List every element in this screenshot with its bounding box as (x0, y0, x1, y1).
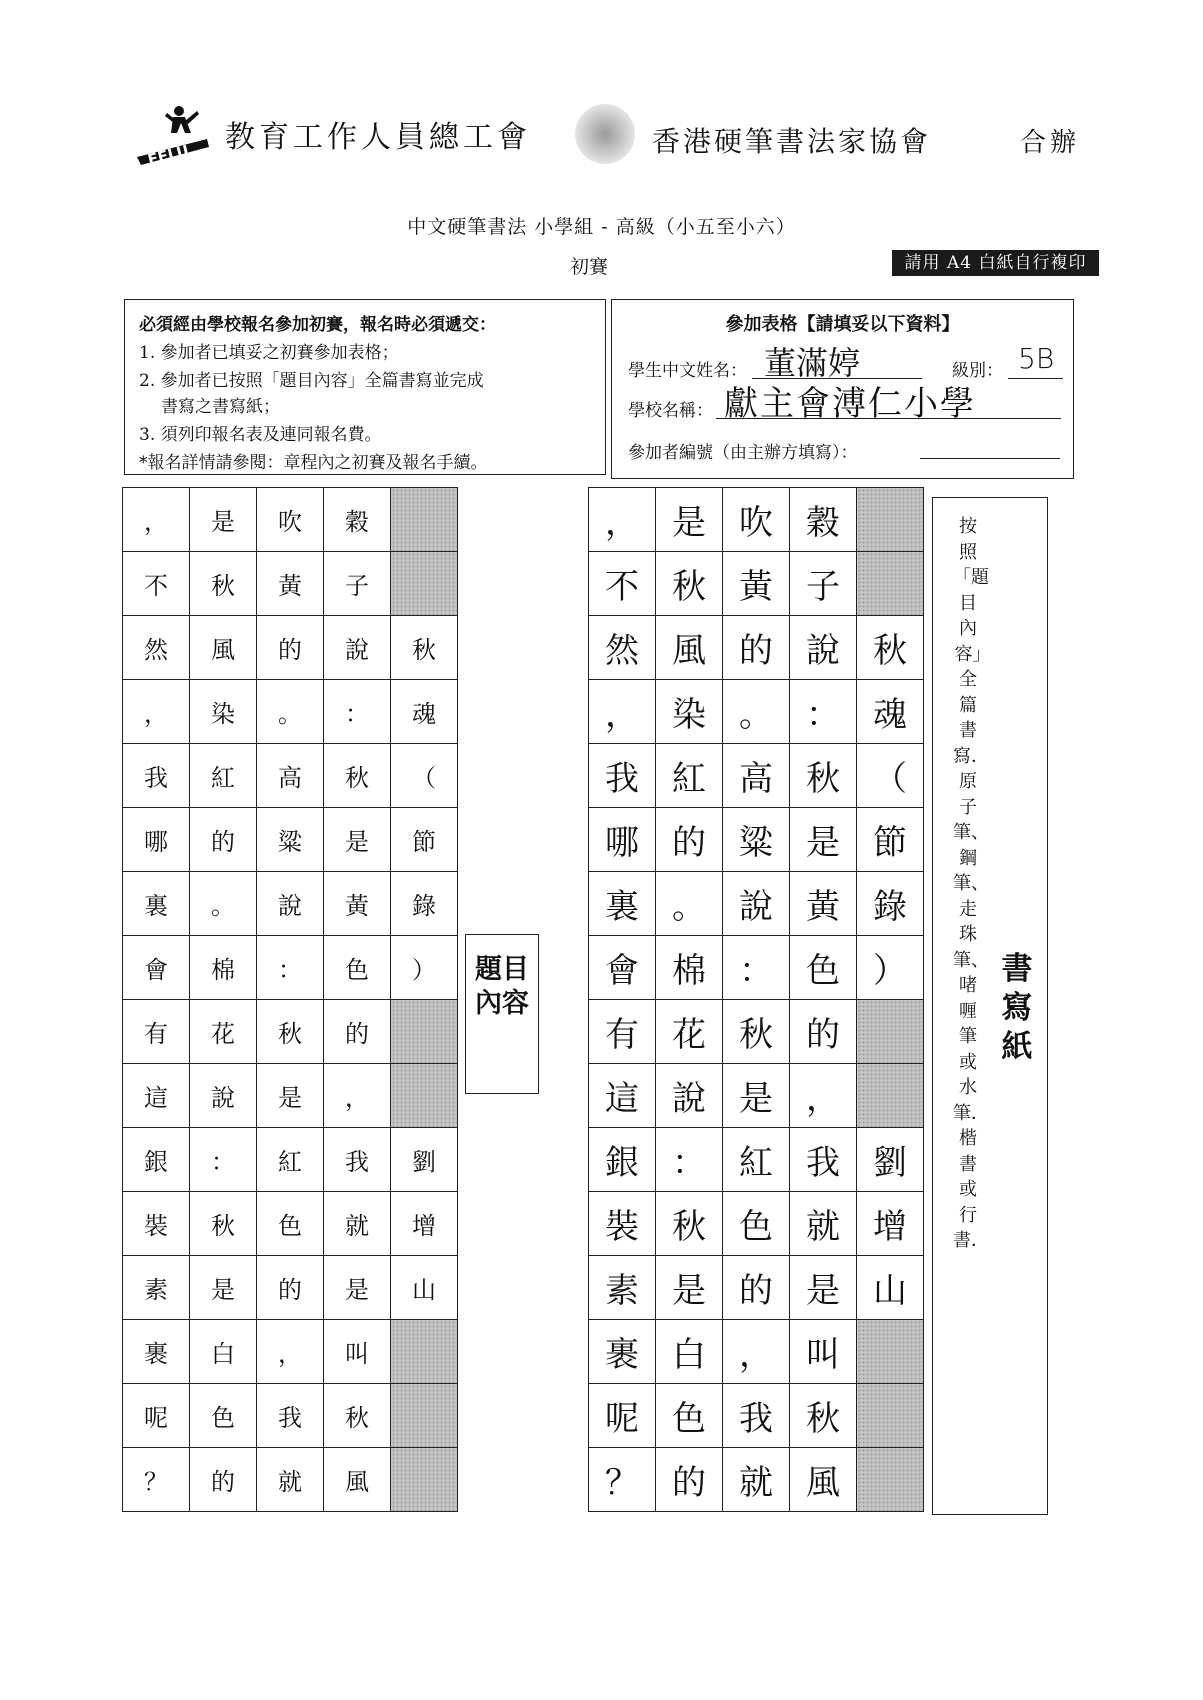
topic-label: 題目內容 (475, 954, 529, 1019)
grade-value[interactable]: 5B (1018, 342, 1055, 375)
grid-row (123, 872, 458, 936)
handwriting-cell: ， (589, 680, 656, 744)
grid-cell: ： (257, 936, 324, 1000)
grid-cell: 劉 (391, 1128, 458, 1192)
handwriting-cell: 裝 (589, 1192, 656, 1256)
grid-cell: 是 (190, 488, 257, 552)
grid-cell: 就 (324, 1192, 391, 1256)
handwriting-cell (857, 1064, 924, 1128)
handwriting-cell: 花 (656, 1000, 723, 1064)
grid-cell (391, 1000, 458, 1064)
handwriting-cell: 錄 (857, 872, 924, 936)
school-name-value[interactable]: 獻主會溥仁小學 (724, 384, 976, 424)
handwriting-cell: 山 (857, 1256, 924, 1320)
handwriting-cell: 的 (723, 616, 790, 680)
grid-cell: 然 (123, 616, 190, 680)
grid-cell: 銀 (123, 1128, 190, 1192)
grid-cell: 會 (123, 936, 190, 1000)
handwriting-cell: 風 (790, 1448, 857, 1512)
grid-row (123, 744, 458, 808)
writing-paper-label: 書寫紙 (1001, 951, 1033, 1065)
form-title: 參加表格【請填妥以下資料】 (725, 314, 960, 335)
paper-note: 請用 A4 白紙自行複印 (892, 250, 1099, 276)
grid-row (589, 1064, 924, 1128)
handwriting-cell: 是 (723, 1064, 790, 1128)
handwriting-cell: 秋 (857, 616, 924, 680)
requirement-item: 書寫之書寫紙； (161, 397, 280, 417)
grid-cell: 山 (391, 1256, 458, 1320)
grid-cell (391, 552, 458, 616)
grid-cell: 魂 (391, 680, 458, 744)
grid-cell: 黃 (324, 872, 391, 936)
grid-cell: 高 (257, 744, 324, 808)
handwriting-cell: 穀 (790, 488, 857, 552)
grid-cell (391, 1448, 458, 1512)
grid-row (589, 1384, 924, 1448)
grid-cell: 我 (257, 1384, 324, 1448)
grid-cell: 呢 (123, 1384, 190, 1448)
handwriting-cell (857, 1448, 924, 1512)
requirement-item: 3. 須列印報名表及連同報名費。 (139, 425, 382, 445)
handwriting-cell: 紅 (656, 744, 723, 808)
grid-cell: 紅 (257, 1128, 324, 1192)
grid-cell: ） (391, 936, 458, 1000)
handwriting-cell: 有 (589, 1000, 656, 1064)
handwriting-cell: 的 (723, 1256, 790, 1320)
grid-cell: 是 (324, 808, 391, 872)
org2-name: 香港硬筆書法家協會 (652, 125, 932, 158)
grid-row (589, 680, 924, 744)
grid-cell: ， (123, 680, 190, 744)
instruction-box (932, 497, 1048, 1515)
grid-cell: 秋 (391, 616, 458, 680)
handwriting-cell: 哪 (589, 808, 656, 872)
grid-row (589, 872, 924, 936)
handwriting-cell: 素 (589, 1256, 656, 1320)
student-name-value[interactable]: 董滿婷 (764, 344, 861, 382)
grid-cell: 是 (324, 1256, 391, 1320)
grid-cell: 吹 (257, 488, 324, 552)
grid-cell (391, 1320, 458, 1384)
student-name-label: 學生中文姓名： (628, 361, 747, 381)
grid-row (123, 936, 458, 1000)
grid-cell: 有 (123, 1000, 190, 1064)
grid-cell: ， (324, 1064, 391, 1128)
grid-cell: 秋 (190, 1192, 257, 1256)
grid-row (123, 1384, 458, 1448)
requirement-item: 2. 參加者已按照「題目內容」全篇書寫並完成 (139, 371, 484, 391)
handwriting-cell: 是 (656, 1256, 723, 1320)
handwriting-cell: 黃 (790, 872, 857, 936)
handwriting-cell: 是 (790, 1256, 857, 1320)
grid-cell: 粱 (257, 808, 324, 872)
grid-cell: 秋 (324, 744, 391, 808)
grid-cell: 秋 (190, 552, 257, 616)
handwriting-cell: 白 (656, 1320, 723, 1384)
handwriting-cell: 呢 (589, 1384, 656, 1448)
handwriting-cell: 我 (723, 1384, 790, 1448)
handwriting-cell: 秋 (656, 552, 723, 616)
handwriting-cell: 說 (656, 1064, 723, 1128)
handwriting-cell: 黃 (723, 552, 790, 616)
handwriting-cell: 紅 (723, 1128, 790, 1192)
handwriting-cell: 裏 (589, 872, 656, 936)
handwriting-cell: 說 (790, 616, 857, 680)
handwriting-cell: 會 (589, 936, 656, 1000)
round-label: 初賽 (570, 256, 609, 278)
grid-cell: 增 (391, 1192, 458, 1256)
handwriting-cell: 我 (589, 744, 656, 808)
grid-cell: 風 (324, 1448, 391, 1512)
handwriting-cell: 風 (656, 616, 723, 680)
handwriting-cell: 我 (790, 1128, 857, 1192)
grid-cell: 色 (190, 1384, 257, 1448)
handwriting-cell (857, 488, 924, 552)
grid-cell: 棉 (190, 936, 257, 1000)
grid-cell: 的 (257, 1256, 324, 1320)
handwriting-cell: ： (790, 680, 857, 744)
requirements-title: 必須經由學校報名參加初賽，報名時必須遞交： (139, 315, 496, 335)
handwriting-cell: 色 (723, 1192, 790, 1256)
handwriting-cell: 粱 (723, 808, 790, 872)
grid-row (123, 1448, 458, 1512)
handwriting-cell (857, 1000, 924, 1064)
requirement-item: 1. 參加者已填妥之初賽參加表格； (139, 343, 399, 363)
grid-row (123, 1128, 458, 1192)
handwriting-cell: 說 (723, 872, 790, 936)
society-seal (575, 104, 635, 164)
eflu-logo (133, 103, 211, 169)
handwriting-cell: 銀 (589, 1128, 656, 1192)
handwriting-cell: ） (857, 936, 924, 1000)
grid-row (123, 680, 458, 744)
grid-cell: 素 (123, 1256, 190, 1320)
grid-cell: 的 (324, 1000, 391, 1064)
grid-row (123, 1000, 458, 1064)
requirements-note: *報名詳情請參閱：章程內之初賽及報名手續。 (139, 453, 488, 473)
handwriting-cell: 裹 (589, 1320, 656, 1384)
printed-text-grid (122, 487, 458, 1512)
handwriting-cell: 染 (656, 680, 723, 744)
grid-cell: 我 (123, 744, 190, 808)
competition-subtitle: 中文硬筆書法 小學組 - 高級（小五至小六） (407, 216, 796, 238)
handwriting-cell: ， (589, 488, 656, 552)
handwriting-cell: 節 (857, 808, 924, 872)
participant-id-label: 參加者編號（由主辦方填寫）： (628, 443, 858, 463)
handwriting-cell: 是 (656, 488, 723, 552)
grid-row (589, 1000, 924, 1064)
grid-row (589, 808, 924, 872)
handwriting-cell: 棉 (656, 936, 723, 1000)
grid-row (123, 1256, 458, 1320)
grid-cell: 秋 (324, 1384, 391, 1448)
org1-name: 教育工作人員總工會 (225, 120, 531, 155)
handwriting-cell: 的 (656, 1448, 723, 1512)
grid-cell: 不 (123, 552, 190, 616)
handwriting-cell: 秋 (790, 1384, 857, 1448)
grid-cell: 我 (324, 1128, 391, 1192)
grid-cell: 裝 (123, 1192, 190, 1256)
grid-cell: ， (257, 1320, 324, 1384)
instruction-text: 按照「題目內容」全篇書寫．原子筆、鋼筆、走珠筆、啫喱筆或水筆．楷書或行書． (953, 516, 989, 1251)
grid-cell: 的 (190, 1448, 257, 1512)
grid-cell: 裹 (123, 1320, 190, 1384)
handwriting-cell: 劉 (857, 1128, 924, 1192)
handwriting-cell: 增 (857, 1192, 924, 1256)
grid-row (589, 552, 924, 616)
handwriting-cell: 然 (589, 616, 656, 680)
grid-cell: 的 (257, 616, 324, 680)
handwriting-cell: ， (790, 1064, 857, 1128)
grid-cell (391, 1064, 458, 1128)
grid-row (123, 616, 458, 680)
grid-cell: 色 (324, 936, 391, 1000)
handwriting-grid (588, 487, 924, 1512)
grid-cell: 花 (190, 1000, 257, 1064)
grid-row (589, 1128, 924, 1192)
handwriting-cell: 。 (656, 872, 723, 936)
handwriting-cell (857, 1320, 924, 1384)
grid-cell: 是 (257, 1064, 324, 1128)
handwriting-cell: ： (723, 936, 790, 1000)
handwriting-cell: 的 (656, 808, 723, 872)
grid-cell: 黃 (257, 552, 324, 616)
topic-box (465, 934, 539, 1094)
grid-row (589, 1320, 924, 1384)
grid-row (123, 1192, 458, 1256)
handwriting-cell: 。 (723, 680, 790, 744)
grid-cell: 說 (324, 616, 391, 680)
handwriting-cell: 就 (723, 1448, 790, 1512)
handwriting-cell: 秋 (790, 744, 857, 808)
handwriting-cell: 魂 (857, 680, 924, 744)
grid-cell: 風 (190, 616, 257, 680)
grid-row (589, 936, 924, 1000)
school-name-label: 學校名稱： (628, 401, 713, 421)
grid-cell: 子 (324, 552, 391, 616)
grid-cell: 色 (257, 1192, 324, 1256)
grid-cell: 紅 (190, 744, 257, 808)
handwriting-cell: 秋 (723, 1000, 790, 1064)
grade-label: 級別： (952, 361, 1003, 381)
grid-cell: 。 (257, 680, 324, 744)
handwriting-cell: 色 (656, 1384, 723, 1448)
grid-cell: 就 (257, 1448, 324, 1512)
grid-cell: 白 (190, 1320, 257, 1384)
grid-row (589, 744, 924, 808)
grid-cell: 染 (190, 680, 257, 744)
grid-cell (391, 1384, 458, 1448)
grid-cell (391, 488, 458, 552)
requirements-box (124, 299, 606, 475)
grid-cell: ： (324, 680, 391, 744)
handwriting-cell: 子 (790, 552, 857, 616)
grid-cell: 節 (391, 808, 458, 872)
handwriting-cell: 高 (723, 744, 790, 808)
handwriting-cell: 不 (589, 552, 656, 616)
handwriting-cell: 就 (790, 1192, 857, 1256)
grid-row (589, 1448, 924, 1512)
handwriting-cell: ？ (589, 1448, 656, 1512)
grid-row (123, 808, 458, 872)
grid-cell: 秋 (257, 1000, 324, 1064)
grid-row (589, 1192, 924, 1256)
handwriting-cell (857, 552, 924, 616)
grid-cell: ？ (123, 1448, 190, 1512)
grid-cell: 裏 (123, 872, 190, 936)
participant-id-line[interactable] (920, 458, 1060, 459)
grid-cell: 叫 (324, 1320, 391, 1384)
grid-cell: 說 (190, 1064, 257, 1128)
grid-cell: 穀 (324, 488, 391, 552)
handwriting-cell: 的 (790, 1000, 857, 1064)
grid-cell: 說 (257, 872, 324, 936)
grid-cell: 是 (190, 1256, 257, 1320)
handwriting-cell: （ (857, 744, 924, 808)
grade-line (1008, 378, 1063, 379)
grid-row (123, 1064, 458, 1128)
handwriting-cell: 色 (790, 936, 857, 1000)
handwriting-cell: ： (656, 1128, 723, 1192)
grid-cell: ： (190, 1128, 257, 1192)
grid-cell: 錄 (391, 872, 458, 936)
handwriting-cell: 吹 (723, 488, 790, 552)
grid-row (123, 1320, 458, 1384)
logo-text: EFLU (145, 141, 191, 169)
handwriting-cell: 叫 (790, 1320, 857, 1384)
grid-cell: （ (391, 744, 458, 808)
grid-cell: 。 (190, 872, 257, 936)
grid-row (123, 552, 458, 616)
grid-row (589, 488, 924, 552)
grid-cell: 哪 (123, 808, 190, 872)
grid-row (589, 616, 924, 680)
grid-cell: 這 (123, 1064, 190, 1128)
handwriting-cell: ， (723, 1320, 790, 1384)
grid-cell: ， (123, 488, 190, 552)
handwriting-cell: 這 (589, 1064, 656, 1128)
grid-cell: 的 (190, 808, 257, 872)
grid-row (589, 1256, 924, 1320)
application-form (611, 299, 1074, 479)
cohost-label: 合辦 (1020, 128, 1081, 158)
handwriting-cell: 是 (790, 808, 857, 872)
handwriting-cell: 秋 (656, 1192, 723, 1256)
handwriting-cell (857, 1384, 924, 1448)
grid-row (123, 488, 458, 552)
